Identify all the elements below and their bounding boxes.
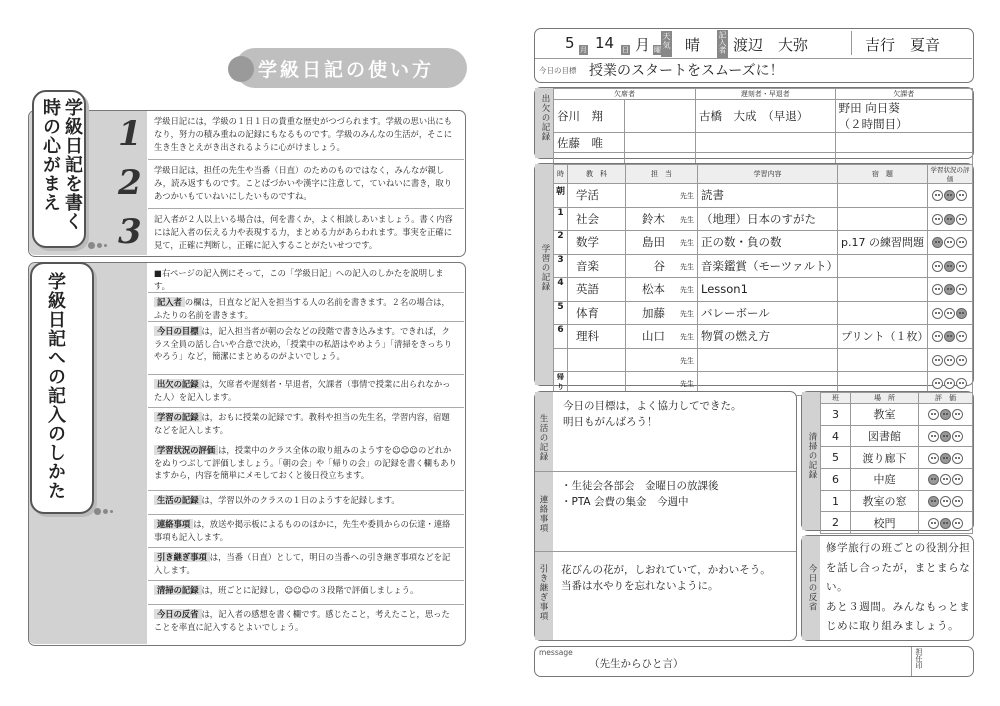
blank-cell xyxy=(696,133,836,153)
period-cell: 1 xyxy=(554,207,568,231)
evaluation-faces[interactable] xyxy=(932,376,968,390)
group-cell: 2 xyxy=(821,512,851,534)
smile-face-icon[interactable] xyxy=(932,355,943,366)
smile-face-icon[interactable] xyxy=(928,453,939,464)
eval-cell xyxy=(928,231,973,255)
period-cell: 5 xyxy=(554,301,568,325)
handover-side-label: 引き継ぎ事項 xyxy=(538,564,548,621)
place-cell: 中庭 xyxy=(851,469,919,491)
teacher-name: 松本 xyxy=(642,282,665,297)
rule-number-3: 3 xyxy=(118,212,142,252)
attendance-table xyxy=(553,88,973,173)
reflection-line: あと３週間。みんなもっとま xyxy=(826,600,971,613)
rule-item-2 xyxy=(118,161,464,209)
smile-face-icon[interactable] xyxy=(928,409,939,420)
howto-label: 出欠の記録 xyxy=(154,379,202,389)
sad-face-icon[interactable] xyxy=(956,355,967,366)
period-cell: 3 xyxy=(554,254,568,278)
subject-cell: 英語 xyxy=(568,278,626,302)
clean-eval-cell xyxy=(919,512,973,534)
evaluation-faces[interactable] xyxy=(932,212,968,226)
evaluation-faces[interactable] xyxy=(928,516,964,529)
rule-text-1: 学級日記には，学級の１日１日の貴重な歴史がつづられます。学級の思い出にもなり，努力の積み重ねの記録にもなるものです。学級のみんなの生活が，そこに生き生きとえがき出されるように心がけましょう。 xyxy=(154,116,453,152)
content-cell: 正の数・負の数 xyxy=(698,231,838,255)
sad-face-icon[interactable] xyxy=(952,409,963,420)
study-side-label: 学習の記録 xyxy=(535,164,553,385)
message-label: message xyxy=(539,648,573,657)
period-cell: 6 xyxy=(554,325,568,349)
neutral-face-icon[interactable] xyxy=(940,474,951,485)
place-header: 場 所 xyxy=(851,393,919,404)
content-cell: （地理）日本のすがた xyxy=(698,207,838,231)
neutral-face-icon[interactable] xyxy=(944,261,955,272)
late-header: 遅刻者・早退者 xyxy=(696,89,836,100)
homework-cell xyxy=(838,348,928,372)
evaluation-faces[interactable] xyxy=(932,306,968,320)
subject-header: 教 科 xyxy=(568,165,626,184)
neutral-face-icon[interactable] xyxy=(940,453,951,464)
handover-text-1: 花びんの花が，しおれていて，かわいそう。 xyxy=(561,564,771,576)
absent-name-1: 谷川 翔 xyxy=(554,100,625,133)
sad-face-icon[interactable] xyxy=(956,214,967,225)
eval-header: 学習状況の評価 xyxy=(928,165,973,184)
clean-eval-cell xyxy=(919,490,973,512)
evaluation-faces[interactable] xyxy=(928,408,964,421)
period-cell xyxy=(554,348,568,372)
neutral-face-icon[interactable] xyxy=(940,431,951,442)
neutral-face-icon[interactable] xyxy=(944,378,955,389)
neutral-face-icon[interactable] xyxy=(944,284,955,295)
page-title: 学級日記の使い方 xyxy=(258,59,435,81)
howto-label: 学習状況の評価 xyxy=(154,445,218,455)
smile-face-icon[interactable] xyxy=(932,190,943,201)
evaluation-faces[interactable] xyxy=(932,329,968,343)
smile-face-icon[interactable] xyxy=(928,518,939,529)
period-cell: 帰り xyxy=(554,372,568,396)
rule-item-1 xyxy=(118,112,464,160)
neutral-face-icon[interactable] xyxy=(940,409,951,420)
place-cell: 教室 xyxy=(851,404,919,426)
howto-intro: ■右ページの記入例にそって，この「学級日記」への記入のしかたを説明します。 xyxy=(148,264,464,293)
teacher-name: 鈴木 xyxy=(642,211,665,226)
weather-label: 天気 xyxy=(661,31,672,57)
writer-label: 記入者 xyxy=(717,30,728,58)
mindset-bubble-tail xyxy=(88,240,109,251)
eval-cell xyxy=(928,348,973,372)
rule-number-1: 1 xyxy=(118,114,142,154)
blank-cell xyxy=(625,133,696,153)
records-box xyxy=(534,391,797,641)
content-cell xyxy=(698,348,838,372)
content-header: 学習内容 xyxy=(698,165,838,184)
month-value: 5 xyxy=(565,34,575,52)
reflection-line: じめに取り組みましょう。 xyxy=(826,620,960,632)
homework-header: 宿 題 xyxy=(838,165,928,184)
homework-cell xyxy=(838,278,928,302)
howto-item-writer: 記入者 の欄は，日直など記入を担当する人の名前を書きます。２名の場合は，ふたりの名前を書きます。 xyxy=(148,293,464,322)
contact-text-1: ・生徒会各部会 金曜日の放課後 xyxy=(561,480,719,492)
records-divider-2 xyxy=(535,551,796,552)
howto-item-goal: 今日の目標 は，記入担当者が朝の会などの段階で書き込みます。できれば，クラス全員の話し合いや合意で決め，「授業中の私語はやめよう」「清掃をきっちりやろう」など，簡潔にまとめるのがよいでしょう。 xyxy=(148,322,464,375)
sad-face-icon[interactable] xyxy=(956,308,967,319)
clean-eval-header: 評 価 xyxy=(919,393,973,404)
study-box xyxy=(534,163,974,391)
sad-face-icon[interactable] xyxy=(952,453,963,464)
reflection-side-label: 今日の反省 xyxy=(802,536,820,640)
absent-header: 欠席者 xyxy=(554,89,696,100)
neutral-face-icon[interactable] xyxy=(944,237,955,248)
rule-number-2: 2 xyxy=(118,163,142,203)
group-cell: 4 xyxy=(821,425,851,447)
smile-face-icon[interactable] xyxy=(928,496,939,507)
cleaning-box xyxy=(801,391,974,531)
study-row xyxy=(554,184,973,208)
group-header: 班 xyxy=(821,393,851,404)
sad-face-icon[interactable] xyxy=(956,237,967,248)
sensei-label: 先生 xyxy=(680,262,694,271)
content-cell: 読書 xyxy=(698,184,838,208)
content-cell: 音楽鑑賞（モーツァルト） xyxy=(698,254,838,278)
sad-face-icon[interactable] xyxy=(952,496,963,507)
homework-cell: p.17 の練習問題 xyxy=(838,231,928,255)
title-pill-dot xyxy=(228,56,254,82)
place-cell: 校門 xyxy=(851,512,919,534)
evaluation-faces[interactable] xyxy=(932,235,968,249)
neutral-face-icon[interactable] xyxy=(940,496,951,507)
life-text-1: 今日の目標は，よく協力してできた。 xyxy=(563,400,742,412)
clean-eval-cell xyxy=(919,425,973,447)
sensei-label: 先生 xyxy=(680,286,694,294)
homework-cell xyxy=(838,301,928,325)
howto-item-study: 学習の記録 は，おもに授業の記録です。教科や担当の先生名，学習内容，宿題などを記入します。 xyxy=(154,412,450,435)
clean-eval-cell xyxy=(919,404,973,426)
teacher-name: 島田 xyxy=(642,235,665,250)
teacher-cell xyxy=(626,325,698,349)
smile-face-icon[interactable] xyxy=(932,378,943,389)
howto-bubble-tail xyxy=(94,506,115,517)
reflection-line: い。 xyxy=(826,581,849,593)
study-row xyxy=(554,207,973,231)
howto-bubble-text: 学級日記への記入のしかた xyxy=(45,272,66,500)
howto-label: 生活の記録 xyxy=(154,495,202,505)
smile-face-icon[interactable] xyxy=(932,237,943,248)
smile-face-icon[interactable] xyxy=(928,431,939,442)
rule-text-3: 記入者が２人以上いる場合は，何を書くか，よく相談しあいましょう。書く内容には記入者の伝える力や表現する力，まとめる力があらわれます。事実を正確に見て，正確に判断し，正確に記入することがたいせつです。 xyxy=(154,214,453,250)
smile-face-icon[interactable] xyxy=(932,308,943,319)
howto-label: 今日の目標 xyxy=(154,326,202,336)
sad-face-icon[interactable] xyxy=(956,378,967,389)
subject-cell: 学活 xyxy=(568,184,626,208)
eval-cell xyxy=(928,301,973,325)
reflection-line: 修学旅行の班ごとの役割分担 xyxy=(826,542,971,554)
smile-face-icon[interactable] xyxy=(932,284,943,295)
sad-face-icon[interactable] xyxy=(952,518,963,529)
smile-face-icon[interactable] xyxy=(932,331,943,342)
neutral-face-icon[interactable] xyxy=(944,331,955,342)
sensei-label: 先生 xyxy=(680,215,694,224)
sensei-label: 先生 xyxy=(680,309,694,318)
sensei-label: 先生 xyxy=(680,192,694,200)
study-table xyxy=(553,164,973,396)
howto-label: 清掃の記録 xyxy=(154,585,202,595)
homework-cell xyxy=(838,207,928,231)
cleaning-row xyxy=(821,469,973,491)
eval-cell xyxy=(928,184,973,208)
period-cell: 朝 xyxy=(554,184,568,208)
contact-text-2: ・PTA 会費の集金 今週中 xyxy=(561,496,689,508)
howto-item-reflection: 今日の反省 は，記入者の感想を書く欄です。感じたこと，考えたこと，思ったことを率直に記入するとよいでしょう。 xyxy=(154,609,450,632)
rule-text-2: 学級日記は，担任の先生や当番（日直）のためのものではなく，みんなが親しみ，読み返すものです。ことばづかいや漢字に注意して，ていねいに書き，取りあつかいもていねいにしたいものですね。 xyxy=(154,165,453,201)
cleaning-table xyxy=(820,392,973,534)
cleaning-row xyxy=(821,512,973,534)
header-box xyxy=(534,28,974,83)
teacher-cell xyxy=(626,348,698,372)
group-cell: 6 xyxy=(821,469,851,491)
writer-name-2: 吉行 夏音 xyxy=(865,36,941,54)
life-side-label: 生活の記録 xyxy=(538,414,548,462)
subject-cell: 理科 xyxy=(568,325,626,349)
eval-cell xyxy=(928,207,973,231)
subject-cell: 音楽 xyxy=(568,254,626,278)
teacher-name: 谷 xyxy=(653,258,665,273)
subject-cell: 数学 xyxy=(568,231,626,255)
content-cell: 物質の燃え方 xyxy=(698,325,838,349)
sad-face-icon[interactable] xyxy=(956,261,967,272)
life-text-2: 明日もがんばろう！ xyxy=(563,416,658,428)
howto-label: 引き継ぎ事項 xyxy=(154,552,210,562)
cleaning-row xyxy=(821,425,973,447)
clean-eval-cell xyxy=(919,447,973,469)
weather-value: 晴 xyxy=(685,36,701,54)
evaluation-faces[interactable] xyxy=(928,495,964,508)
period-header: 時 xyxy=(554,165,568,184)
study-row xyxy=(554,348,973,372)
teacher-cell xyxy=(626,278,698,302)
eval-cell xyxy=(928,325,973,349)
month-unit: 月 xyxy=(580,46,587,54)
reflection-text xyxy=(826,539,970,637)
sad-face-icon[interactable] xyxy=(956,284,967,295)
seal-label: 担任印 xyxy=(915,648,923,669)
subject-cell: 体育 xyxy=(568,301,626,325)
howto-label: 記入者 xyxy=(154,297,185,307)
cleaning-row xyxy=(821,447,973,469)
message-text: （先生からひと言） xyxy=(589,658,684,670)
skip-entry: 野田 向日葵 （２時間目） xyxy=(835,100,972,133)
howto-item-handover: 引き継ぎ事項 は，当番（日直）として，明日の当番への引き継ぎ事項などを記入します。 xyxy=(148,548,464,581)
absent-name-3: 佐藤 唯 xyxy=(554,133,625,153)
evaluation-faces[interactable] xyxy=(928,430,964,443)
homework-cell xyxy=(838,254,928,278)
place-cell: 渡り廊下 xyxy=(851,447,919,469)
subject-cell: 社会 xyxy=(568,207,626,231)
sad-face-icon[interactable] xyxy=(952,474,963,485)
writer-divider xyxy=(851,31,852,55)
teacher-cell xyxy=(626,254,698,278)
content-cell: バレーボール xyxy=(698,301,838,325)
goal-label: 今日の目標 xyxy=(539,66,577,75)
neutral-face-icon[interactable] xyxy=(944,190,955,201)
neutral-face-icon[interactable] xyxy=(944,214,955,225)
group-cell: 3 xyxy=(821,404,851,426)
howto-label: 今日の反省 xyxy=(154,609,202,619)
sensei-label: 先生 xyxy=(680,356,694,365)
group-cell: 5 xyxy=(821,447,851,469)
period-cell: 4 xyxy=(554,278,568,302)
sad-face-icon[interactable] xyxy=(956,190,967,201)
teacher-cell xyxy=(626,207,698,231)
weekday-unit: 曜 xyxy=(654,46,661,54)
sad-face-icon[interactable] xyxy=(956,331,967,342)
evaluation-faces[interactable] xyxy=(932,282,968,296)
homework-cell: プリント（１枚） xyxy=(838,325,928,349)
seal-divider xyxy=(911,647,912,676)
cleaning-side-label: 清掃の記録 xyxy=(802,392,820,530)
howto-bubble xyxy=(30,262,94,514)
sensei-label: 先生 xyxy=(680,239,694,247)
blank-cell xyxy=(835,133,972,153)
howto-label: 学習の記録 xyxy=(154,412,202,422)
day-value: 14 xyxy=(595,34,615,52)
study-row xyxy=(554,254,973,278)
howto-item-life: 生活の記録 は，学習以外のクラスの１日のようすを記録します。 xyxy=(148,491,464,515)
rule-item-3 xyxy=(118,210,464,256)
day-unit: 日 xyxy=(622,46,629,54)
sensei-label: 先生 xyxy=(680,333,694,341)
sad-face-icon[interactable] xyxy=(952,431,963,442)
neutral-face-icon[interactable] xyxy=(944,355,955,366)
teacher-name: 加藤 xyxy=(642,305,665,320)
study-row xyxy=(554,278,973,302)
content-cell: Lesson1 xyxy=(698,278,838,302)
teacher-cell xyxy=(626,301,698,325)
study-row xyxy=(554,325,973,349)
evaluation-faces[interactable] xyxy=(928,451,964,464)
howto-label: 連絡事項 xyxy=(154,519,193,529)
eval-cell xyxy=(928,278,973,302)
howto-item-eval: 学習状況の評価 は，授業中のクラス全体の取り組みのようすを☺☺☺のどれかをぬりつぶして評価しましょう。「朝の会」や「帰りの会」の記録を書く欄もありますから，内容を簡単にメモしておくと後日役立ちます。 xyxy=(148,441,464,491)
period-cell: 2 xyxy=(554,231,568,255)
reflection-line: を話し合ったが，まとまらな xyxy=(826,561,971,574)
teacher-header: 担 当 xyxy=(626,165,698,184)
evaluation-faces[interactable] xyxy=(932,259,968,273)
eval-cell xyxy=(928,254,973,278)
homework-cell xyxy=(838,184,928,208)
mindset-bubble-text: 学級日記を書く時の心がまえ xyxy=(40,98,83,231)
evaluation-faces[interactable] xyxy=(932,353,968,367)
records-divider-1 xyxy=(535,471,796,472)
handover-text-2: 当番は水やりを忘れないように。 xyxy=(561,580,719,592)
teacher-cell xyxy=(626,231,698,255)
attendance-side-label: 出欠の記録 xyxy=(535,88,553,158)
message-box xyxy=(534,646,974,677)
howto-item-attendance: 出欠の記録 は，欠席者や遅刻者・早退者，欠課者（事情で授業に出られなかった人）を記入します。 xyxy=(148,375,464,408)
place-cell: 図書館 xyxy=(851,425,919,447)
study-row xyxy=(554,231,973,255)
contact-side-label: 連絡事項 xyxy=(538,495,548,533)
cleaning-row xyxy=(821,490,973,512)
clean-eval-cell xyxy=(919,469,973,491)
neutral-face-icon[interactable] xyxy=(940,518,951,529)
smile-face-icon[interactable] xyxy=(932,214,943,225)
evaluation-faces[interactable] xyxy=(928,473,964,486)
late-entry: 古橋 大成 （早退） xyxy=(696,100,836,133)
attendance-box xyxy=(534,87,974,159)
writer-name-1: 渡辺 大弥 xyxy=(733,36,809,54)
group-cell: 1 xyxy=(821,490,851,512)
smile-face-icon[interactable] xyxy=(928,474,939,485)
goal-value: 授業のスタートをスムーズに！ xyxy=(589,63,784,79)
reflection-box xyxy=(801,535,974,641)
teacher-name: 山口 xyxy=(642,329,665,344)
smile-face-icon[interactable] xyxy=(932,261,943,272)
subject-cell xyxy=(568,348,626,372)
evaluation-faces[interactable] xyxy=(932,188,968,202)
header-divider xyxy=(535,58,972,59)
skip-header: 欠課者 xyxy=(835,89,972,100)
sensei-label: 先生 xyxy=(680,380,694,388)
place-cell: 教室の窓 xyxy=(851,490,919,512)
neutral-face-icon[interactable] xyxy=(944,308,955,319)
howto-item-contact: 連絡事項 は，放送や掲示板によるもののほかに，先生や委員からの伝達・連絡事項も記入します。 xyxy=(148,515,464,548)
weekday-value: 月 xyxy=(635,36,651,54)
cleaning-row xyxy=(821,404,973,426)
howto-item-cleaning: 清掃の記録 は，班ごとに記録し，☺☺☺の３段階で評価しましょう。 xyxy=(148,581,464,605)
absent-name-2-blank xyxy=(625,100,696,133)
mindset-bubble xyxy=(32,90,86,248)
teacher-cell xyxy=(626,184,698,208)
study-row xyxy=(554,301,973,325)
